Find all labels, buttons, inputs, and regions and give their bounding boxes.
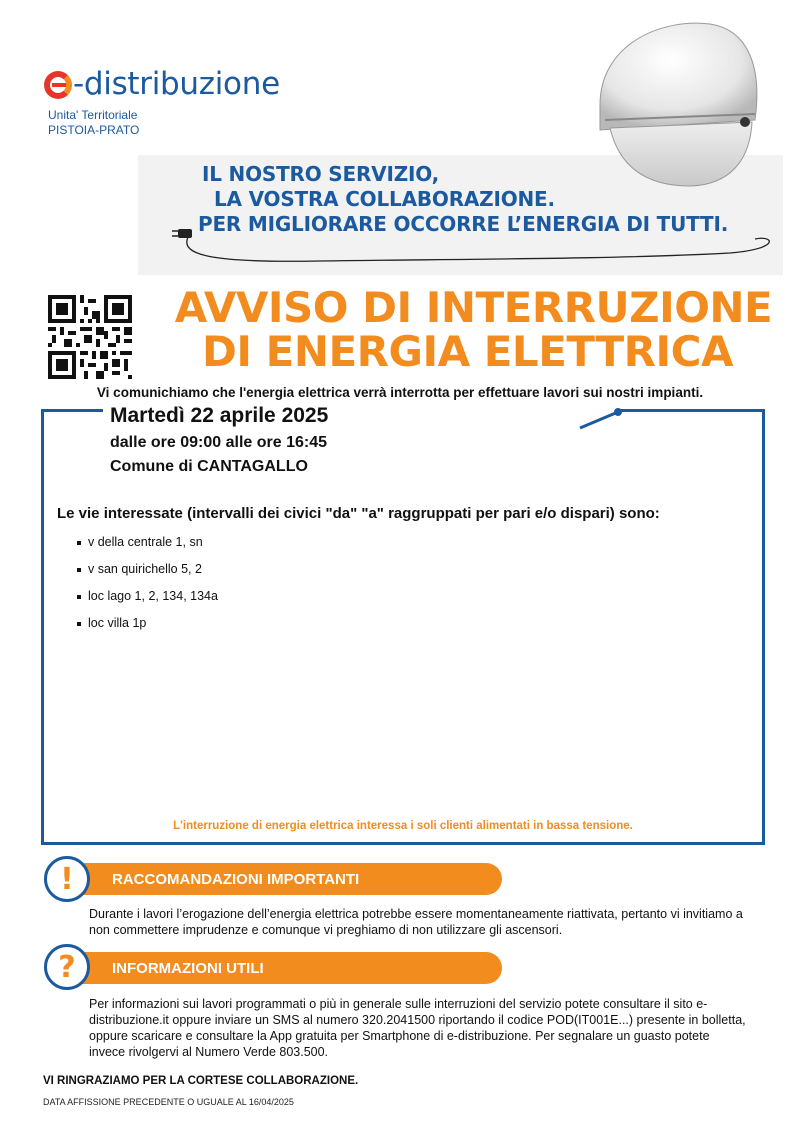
- street-name: v san quirichello 5, 2: [88, 561, 202, 576]
- list-item: [77, 582, 218, 609]
- slogan-line-1: IL NOSTRO SERVIZIO,: [202, 162, 439, 186]
- plug-cable-icon: [170, 215, 780, 275]
- info-heading: INFORMAZIONI UTILI: [112, 959, 264, 977]
- outage-hours: dalle ore 09:00 alle ore 16:45: [110, 434, 328, 451]
- territorial-unit: [48, 108, 139, 138]
- slogan-line-3: PER MIGLIORARE OCCORRE L’ENERGIA DI TUTTI.: [198, 212, 729, 236]
- slogan-line-2: LA VOSTRA COLLABORAZIONE.: [214, 187, 555, 211]
- box-top-border-left: [41, 409, 103, 412]
- posting-date: DATA AFFISSIONE PRECEDENTE O UGUALE AL 16/04/2025: [43, 1097, 294, 1107]
- notice-title-line-2: DI ENERGIA ELETTRICA: [202, 327, 733, 376]
- recommendations-heading: RACCOMANDAZIONI IMPORTANTI: [112, 870, 360, 888]
- bullet-icon: [77, 595, 81, 599]
- list-item: [77, 555, 218, 582]
- bullet-icon: [77, 541, 81, 545]
- street-name: v della centrale 1, sn: [88, 534, 203, 549]
- recommendations-header: [78, 863, 502, 895]
- box-top-border-right: [620, 409, 765, 412]
- streets-list: [77, 528, 218, 636]
- street-name: loc villa 1p: [88, 615, 147, 630]
- qr-code[interactable]: [48, 295, 132, 379]
- notice-intro: Vi comunichiamo che l'energia elettrica verrà interrotta per effettuare lavori sui nostri impianti.: [96, 385, 704, 400]
- logo-e-icon: [44, 71, 72, 99]
- bullet-icon: [77, 622, 81, 626]
- unit-label: Unita' Territoriale: [48, 108, 138, 122]
- exclamation-icon: !: [44, 856, 90, 902]
- bullet-icon: [77, 568, 81, 572]
- outage-municipality: Comune di CANTAGALLO: [110, 458, 308, 475]
- streets-intro: Le vie interessate (intervalli dei civici "da" "a" raggruppati per pari e/o dispari) sono:: [57, 505, 660, 522]
- safety-helmet-icon: [580, 10, 770, 195]
- notice-title: [145, 283, 790, 376]
- question-icon: ?: [44, 944, 90, 990]
- outage-date: Martedì 22 aprile 2025: [110, 404, 329, 427]
- switch-lever-icon: [576, 406, 626, 432]
- low-voltage-note: L'interruzione di energia elettrica interessa i soli clienti alimentati in bassa tensione.: [173, 820, 633, 832]
- list-item: [77, 528, 218, 555]
- e-distribuzione-logo: [44, 62, 280, 106]
- unit-name: PISTOIA-PRATO: [48, 123, 140, 137]
- recommendations-text: Durante i lavori l’erogazione dell’energia elettrica potrebbe essere momentaneamente riattivata, pertanto vi invitiamo a non commettere imprudenze e comunque vi preghiamo di non utilizzare gli ascensori.: [89, 907, 743, 937]
- street-name: loc lago 1, 2, 134, 134a: [88, 588, 218, 603]
- info-header: [78, 952, 502, 984]
- thanks-line: VI RINGRAZIAMO PER LA CORTESE COLLABORAZIONE.: [43, 1075, 359, 1087]
- notice-title-line-1: AVVISO DI INTERRUZIONE: [174, 283, 773, 332]
- list-item: [77, 609, 218, 636]
- info-text: Per informazioni sui lavori programmati o più in generale sulle interruzioni del servizio potete consultare il sito e-distribuzione.it oppure inviare un SMS al numero 320.2041500 riportando il codice POD(IT001E...) presente in bolletta, oppure scaricare e consultare la App gratuita per Smartphone di e-distribuzione. Per segnalare un guasto potete invece rivolgervi al Numero Verde 803.500.: [89, 997, 746, 1059]
- logo-text: -distribuzione: [73, 66, 280, 102]
